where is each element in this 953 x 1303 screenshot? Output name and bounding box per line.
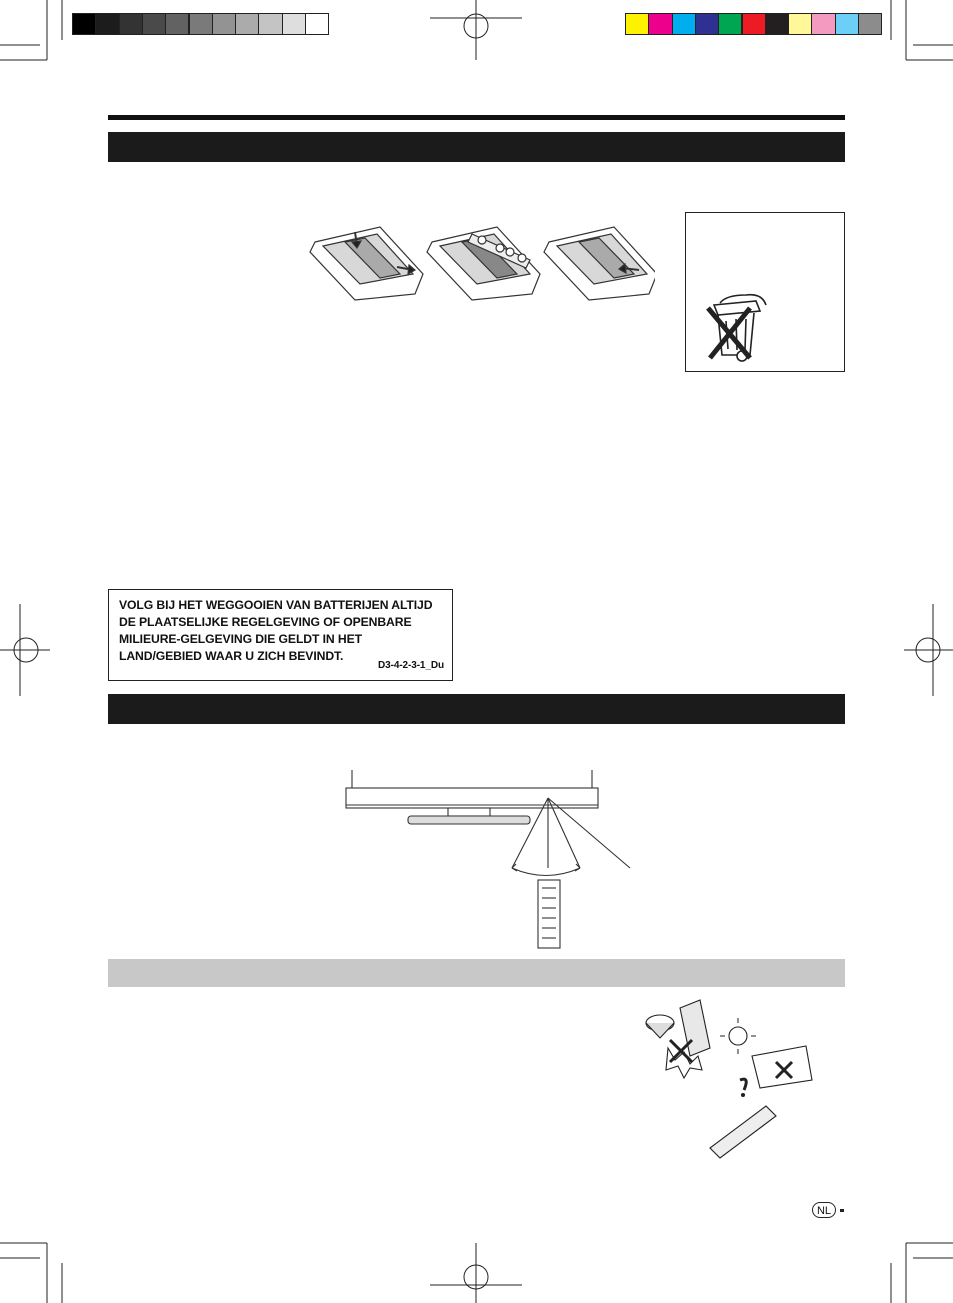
color-swatch [835, 13, 859, 35]
gray-swatch [142, 13, 166, 35]
color-swatch [625, 13, 649, 35]
gray-swatch [72, 13, 96, 35]
gray-swatch [282, 13, 306, 35]
section-header-range [108, 694, 845, 724]
color-swatch [765, 13, 789, 35]
battery-insertion-illustration [305, 212, 655, 302]
gray-swatch [95, 13, 119, 35]
crossed-bin-icon [686, 213, 844, 371]
section-subheader-handling [108, 959, 845, 987]
gray-swatch [212, 13, 236, 35]
top-rule [108, 115, 845, 120]
gray-swatch [235, 13, 259, 35]
language-badge: NL [812, 1202, 836, 1218]
notice-code: D3-4-2-3-1_Du [378, 660, 444, 671]
remote-handling-caution-illustration [640, 998, 820, 1163]
color-swatch [811, 13, 835, 35]
gray-swatch [258, 13, 282, 35]
color-swatch [718, 13, 742, 35]
color-swatch [742, 13, 766, 35]
color-swatch [648, 13, 672, 35]
gray-swatch [305, 13, 329, 35]
color-swatch [695, 13, 719, 35]
weee-symbol-box [685, 212, 845, 372]
gray-swatch [119, 13, 143, 35]
battery-disposal-notice [108, 589, 453, 681]
section-header-battery [108, 132, 845, 162]
gray-swatch [189, 13, 213, 35]
notice-text: VOLG BIJ HET WEGGOOIEN VAN BATTERIJEN ALTIJD DE PLAATSELIJKE REGELGEVING OF OPENBARE MILIEURE-GELGEVING DIE GELDT IN HET LAND/GEBIED WAAR U ZICH BEVINDT. [119, 598, 433, 663]
remote-range-illustration [340, 768, 640, 953]
color-swatch [858, 13, 882, 35]
gray-swatch [165, 13, 189, 35]
page-marker-dash [840, 1209, 844, 1212]
color-swatch [672, 13, 696, 35]
color-swatch [788, 13, 812, 35]
